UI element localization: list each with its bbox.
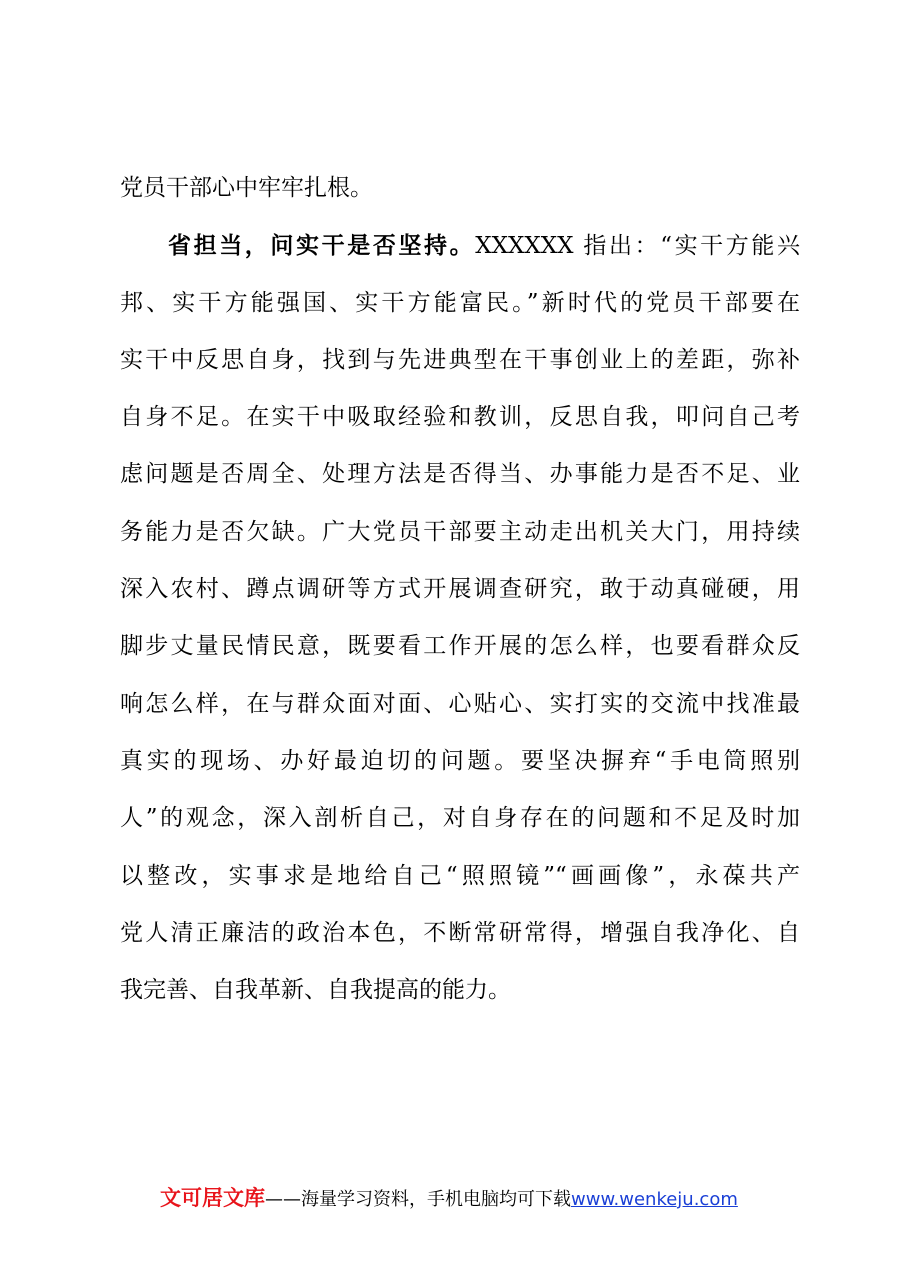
- paragraph-line: 我完善、自我革新、自我提高的能力。: [120, 977, 511, 1004]
- paragraph-line: 党人清正廉洁的政治本色，不断常研常得，增强自我净化、自: [120, 919, 800, 946]
- paragraph-line: 人”的观念，深入剖析自己，对自身存在的问题和不足及时加: [120, 805, 800, 832]
- paragraph-line: 虑问题是否周全、处理方法是否得当、办事能力是否不足、业: [120, 461, 800, 488]
- paragraph-line: 务能力是否欠缺。广大党员干部要主动走出机关大门，用持续: [120, 518, 800, 545]
- paragraph-line: 脚步丈量民情民意，既要看工作开展的怎么样，也要看群众反: [120, 633, 800, 660]
- paragraph-line: 以整改，实事求是地给自己“照照镜”“画画像”，永葆共产: [120, 862, 800, 889]
- footer-site-link[interactable]: www.wenkeju.com: [571, 1189, 738, 1210]
- footer-tagline: ——海量学习资料，手机电脑均可下载: [265, 1189, 571, 1210]
- paragraph-line: 党员干部心中牢牢扎根。: [120, 175, 373, 201]
- document-body: [120, 160, 800, 1019]
- paragraph-line: 深入农村、蹲点调研等方式开展调查研究，敢于动真碰硬，用: [120, 576, 800, 603]
- footer-brand: 文可居文库: [160, 1186, 265, 1210]
- paragraph-line: 响怎么样，在与群众面对面、心贴心、实打实的交流中找准最: [120, 690, 800, 717]
- paragraph-line: XXXXXX 指出：“实干方能兴: [475, 233, 800, 260]
- paragraph-heading: 省担当，问实干是否坚持。: [168, 232, 476, 260]
- page-footer: [160, 1180, 800, 1216]
- paragraph-line: 真实的现场、办好最迫切的问题。要坚决摒弃“手电筒照别: [120, 747, 800, 774]
- paragraph-line: 自身不足。在实干中吸取经验和教训，反思自我，叩问自己考: [120, 404, 800, 431]
- paragraph-line: 实干中反思自身，找到与先进典型在干事创业上的差距，弥补: [120, 346, 800, 373]
- paragraph-heading-line: [120, 217, 800, 274]
- paragraph-line: 邦、实干方能强国、实干方能富民。”新时代的党员干部要在: [120, 289, 800, 316]
